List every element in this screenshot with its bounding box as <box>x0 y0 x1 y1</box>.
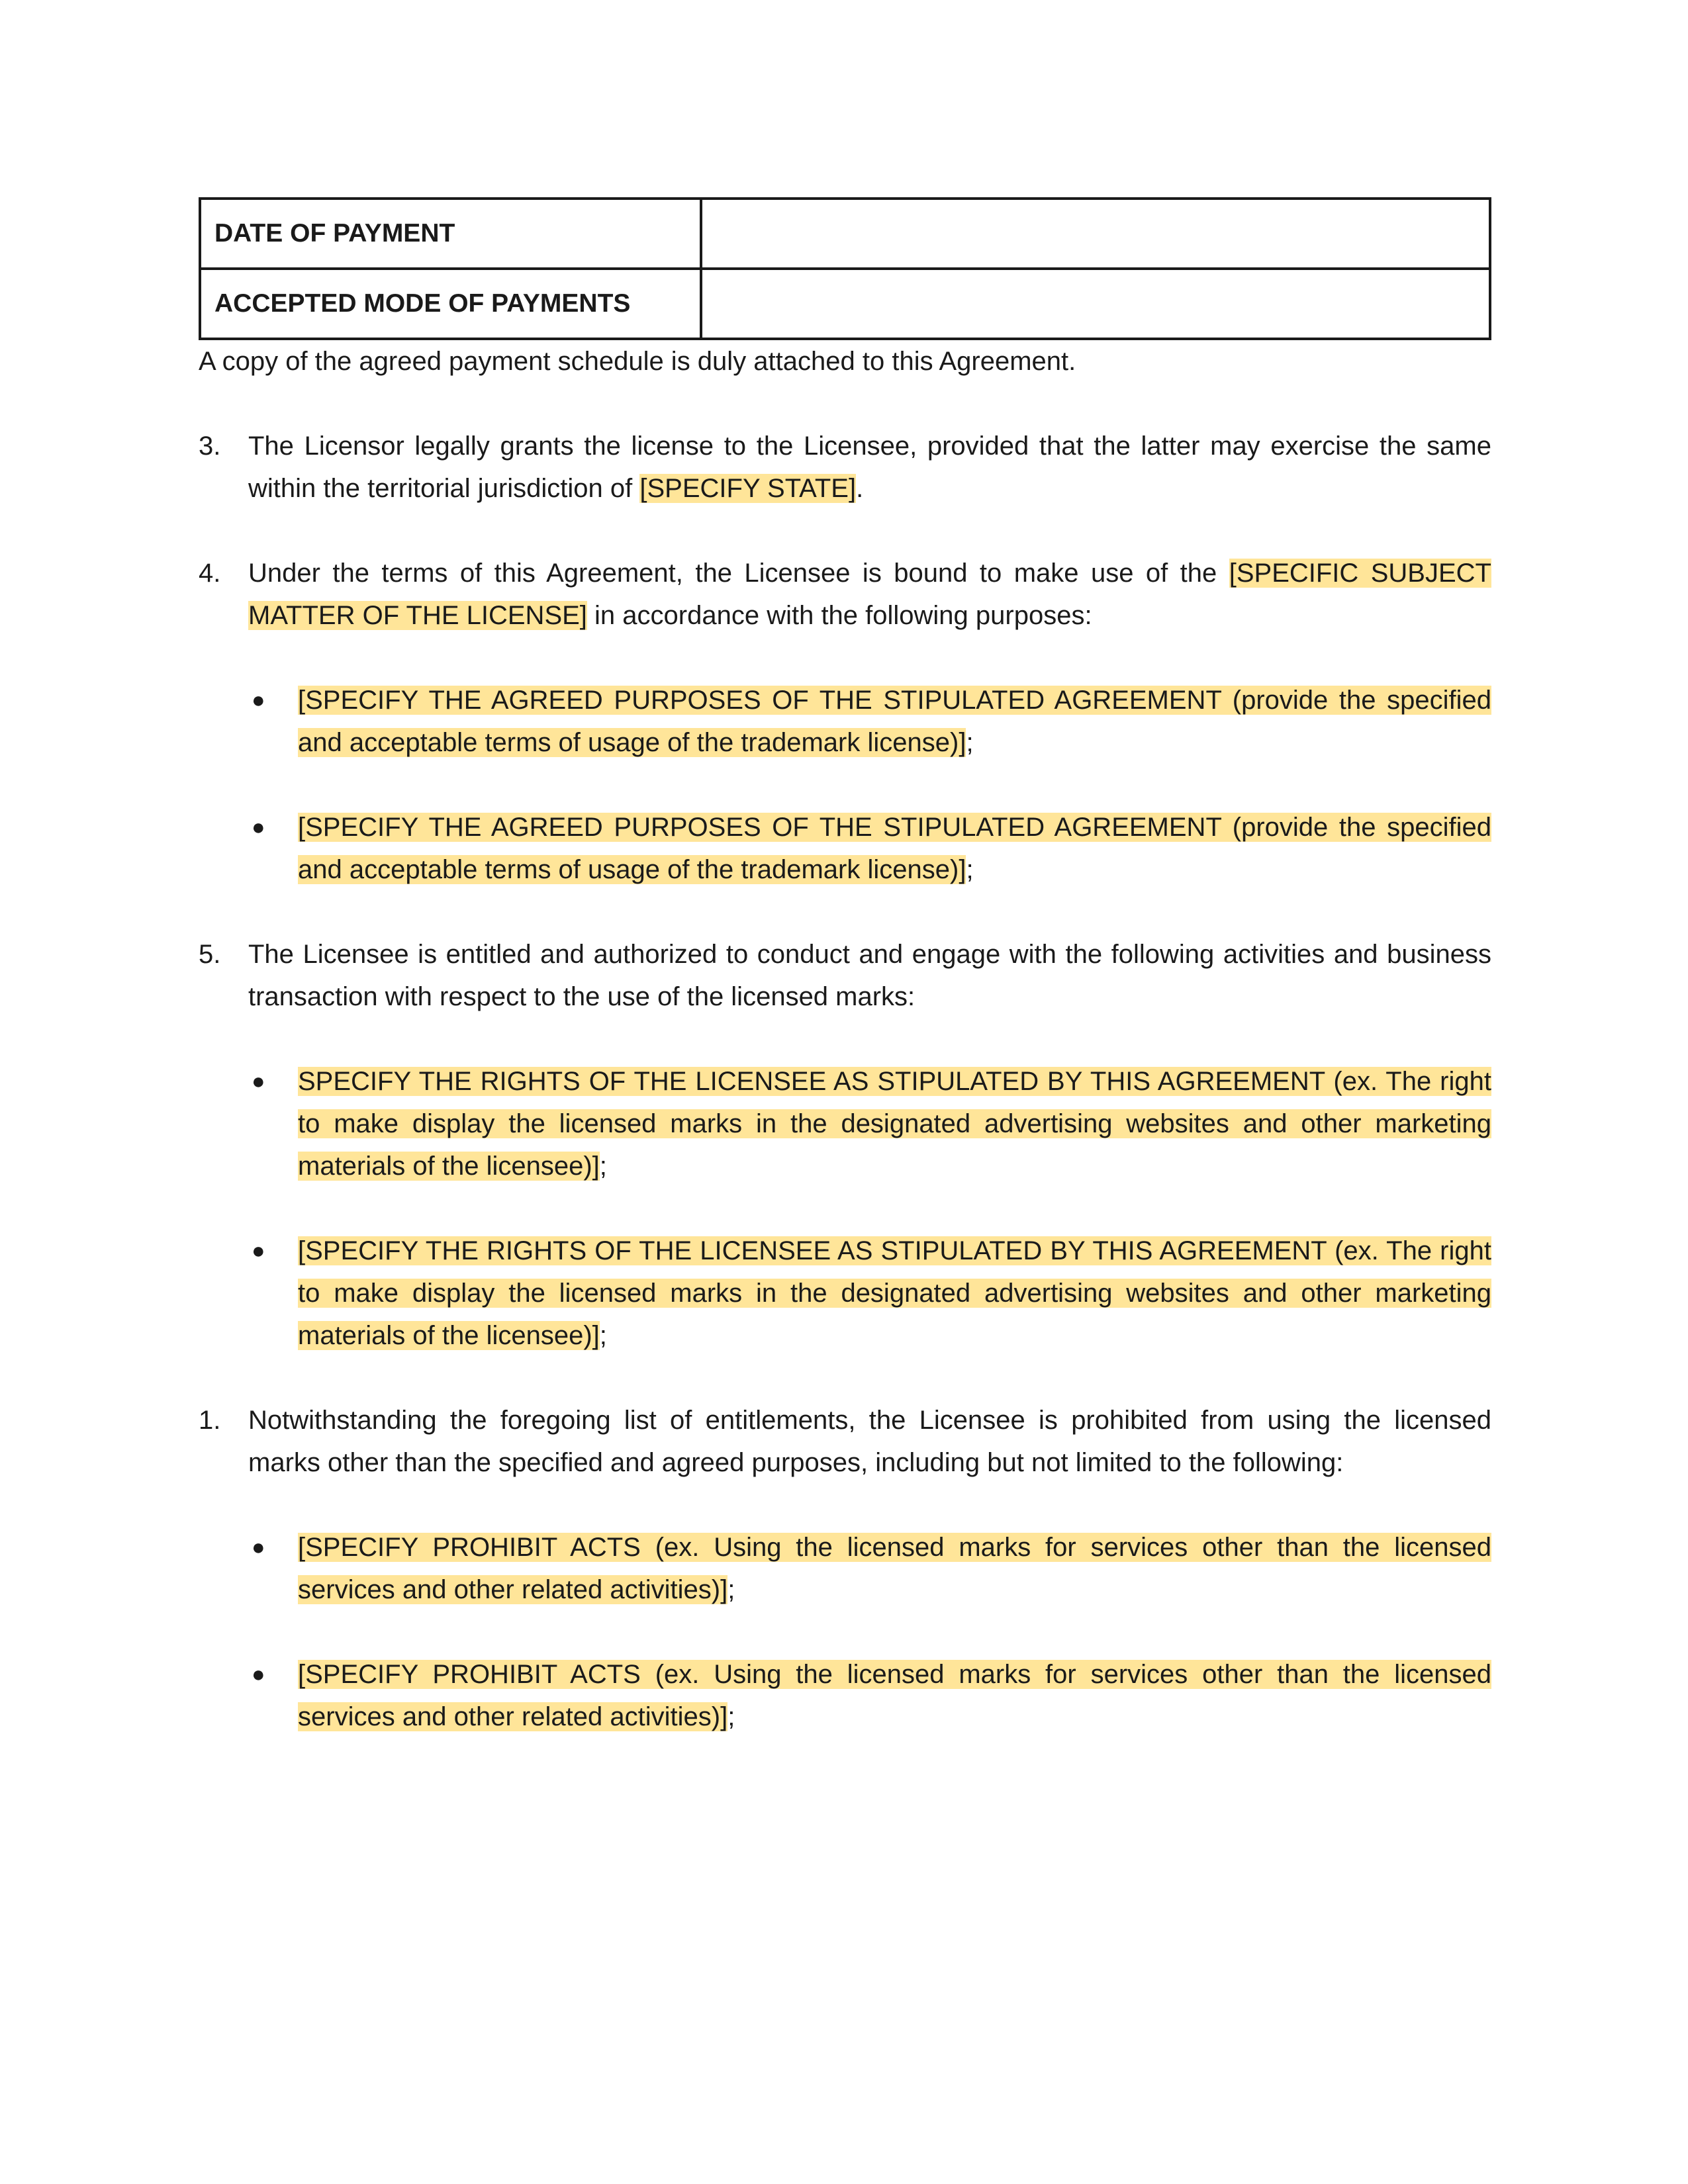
bullet-icon: ● <box>252 815 265 840</box>
clause-number: 1. <box>199 1406 221 1435</box>
list-item-suffix: ; <box>966 728 974 757</box>
placeholder-subject-matter: [SPECIFIC SUBJECT MATTER OF THE LICENSE] <box>248 559 1491 630</box>
bullet-icon: ● <box>252 688 265 713</box>
list-item <box>199 1230 1491 1357</box>
clause-4 <box>199 552 1491 637</box>
clause-number: 3. <box>199 432 221 461</box>
placeholder-agreed-purposes: [SPECIFY THE AGREED PURPOSES OF THE STIPULATED AGREEMENT (provide the specified and acceptable terms of usage of the trademark license)] <box>298 686 1491 757</box>
table-row <box>200 269 1490 339</box>
list-item-suffix: ; <box>599 1152 607 1181</box>
clause-text-end: . <box>856 474 864 503</box>
list-item-suffix: ; <box>727 1575 735 1604</box>
date-of-payment-label: DATE OF PAYMENT <box>200 199 701 269</box>
clause-3 <box>199 425 1491 510</box>
list-item <box>199 806 1491 891</box>
date-of-payment-value <box>701 199 1490 269</box>
placeholder-prohibited-acts: [SPECIFY PROHIBIT ACTS (ex. Using the licensed marks for services other than the licensed services and other related activities)] <box>298 1533 1491 1604</box>
clause-text: Under the terms of this Agreement, the Licensee is bound to make use of the <box>248 559 1229 588</box>
clause-prohibitions <box>199 1399 1491 1484</box>
placeholder-specify-state: [SPECIFY STATE] <box>639 474 857 503</box>
list-item-suffix: ; <box>599 1321 607 1350</box>
clause-text: The Licensee is entitled and authorized to conduct and engage with the following activities and business transaction with respect to the use of the licensed marks: <box>248 940 1491 1011</box>
list-item <box>199 1526 1491 1611</box>
list-item <box>199 1653 1491 1738</box>
bullet-icon: ● <box>252 1238 265 1263</box>
clause-number: 4. <box>199 559 221 588</box>
bullet-icon: ● <box>252 1662 265 1687</box>
placeholder-licensee-rights: SPECIFY THE RIGHTS OF THE LICENSEE AS STIPULATED BY THIS AGREEMENT (ex. The right to make display the licensed marks in the designated advertising websites and other marketing materials of the licensee)] <box>298 1067 1491 1181</box>
bullet-icon: ● <box>252 1535 265 1560</box>
list-item <box>199 679 1491 764</box>
payment-table <box>199 197 1491 340</box>
clause-text: Notwithstanding the foregoing list of entitlements, the Licensee is prohibited from using the licensed marks other than the specified and agreed purposes, including but not limited to the following: <box>248 1406 1491 1477</box>
accepted-mode-of-payments-label: ACCEPTED MODE OF PAYMENTS <box>200 269 701 339</box>
clause-number: 5. <box>199 940 221 969</box>
table-row <box>200 199 1490 269</box>
bullet-icon: ● <box>252 1069 265 1094</box>
document-page <box>199 197 1491 1738</box>
list-item <box>199 1060 1491 1187</box>
list-item-suffix: ; <box>966 855 974 884</box>
clause-text-end: in accordance with the following purposes: <box>586 601 1092 630</box>
placeholder-agreed-purposes: [SPECIFY THE AGREED PURPOSES OF THE STIPULATED AGREEMENT (provide the specified and acceptable terms of usage of the trademark license)] <box>298 813 1491 884</box>
clause-5 <box>199 933 1491 1018</box>
payment-schedule-note: A copy of the agreed payment schedule is duly attached to this Agreement. <box>199 347 1076 376</box>
placeholder-prohibited-acts: [SPECIFY PROHIBIT ACTS (ex. Using the licensed marks for services other than the licensed services and other related activities)] <box>298 1660 1491 1731</box>
placeholder-licensee-rights: [SPECIFY THE RIGHTS OF THE LICENSEE AS STIPULATED BY THIS AGREEMENT (ex. The right to make display the licensed marks in the designated advertising websites and other marketing materials of the licensee)] <box>298 1236 1491 1350</box>
list-item-suffix: ; <box>727 1702 735 1731</box>
clause-text: The Licensor legally grants the license to the Licensee, provided that the latter may exercise the same within the territorial jurisdiction of <box>248 432 1491 503</box>
accepted-mode-of-payments-value <box>701 269 1490 339</box>
